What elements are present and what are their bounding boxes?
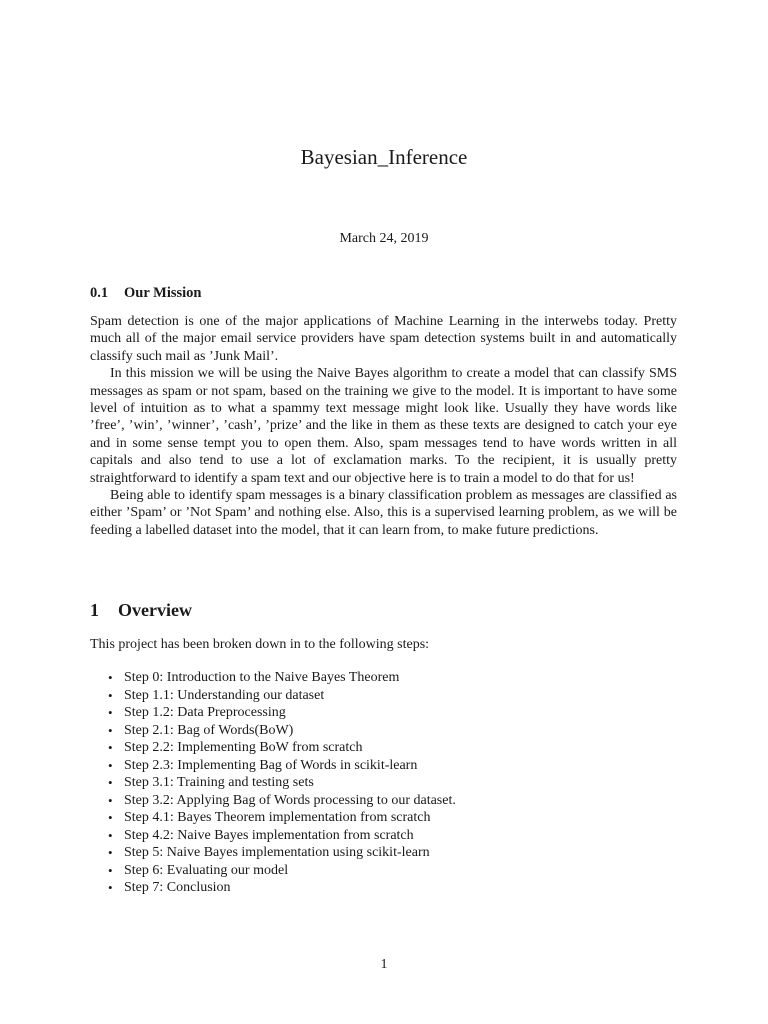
- mission-heading: [90, 283, 201, 303]
- list-item: [104, 862, 456, 880]
- list-item: [104, 739, 456, 757]
- step-text: Step 1.1: Understanding our dataset: [124, 687, 325, 703]
- document-title: Bayesian_Inference: [300, 145, 468, 169]
- step-text: Step 3.1: Training and testing sets: [124, 775, 314, 790]
- bullet-icon: •: [108, 810, 113, 825]
- bullet-icon: •: [108, 722, 113, 738]
- mission-heading-text: Our Mission: [124, 285, 202, 301]
- bullet-icon: •: [108, 880, 113, 895]
- bullet-icon: •: [108, 862, 113, 878]
- list-item: [104, 757, 456, 775]
- bullet-icon: •: [108, 670, 113, 685]
- mission-paragraph-3: Being able to identify spam messages is a binary classification problem as messages are classified as either ’Spam’ or ’Not Spam’ and nothing else. Also, this is a supervised learning problem, as we will be feeding a labelled dataset into the model, that it can learn from, to make future predictions.: [90, 488, 677, 538]
- list-item: [104, 774, 456, 792]
- step-text: Step 2.3: Implementing Bag of Words in scikit-learn: [124, 757, 418, 773]
- mission-paragraph-1: Spam detection is one of the major applications of Machine Learning in the interwebs today. Pretty much all of the major email service providers have spam detection systems built in and automatically classify such mail as ’Junk Mail’.: [90, 314, 677, 364]
- bullet-icon: •: [108, 792, 113, 808]
- list-item: [104, 827, 456, 845]
- step-text: Step 5: Naive Bayes implementation using scikit-learn: [124, 845, 430, 860]
- overview-heading-number: 1: [90, 600, 99, 620]
- list-item: [104, 687, 456, 705]
- step-text: Step 3.2: Applying Bag of Words processing to our dataset.: [124, 792, 456, 808]
- step-text: Step 6: Evaluating our model: [124, 862, 289, 878]
- list-item: [104, 879, 456, 897]
- step-text: Step 2.1: Bag of Words(BoW): [124, 722, 294, 738]
- bullet-icon: •: [108, 705, 113, 720]
- list-item: [104, 669, 456, 687]
- bullet-icon: •: [108, 775, 113, 790]
- list-item: [104, 844, 456, 862]
- step-text: Step 4.2: Naive Bayes implementation from scratch: [124, 827, 414, 843]
- list-item: [104, 792, 456, 810]
- bullet-icon: •: [108, 845, 113, 860]
- mission-body: [90, 313, 677, 539]
- step-text: Step 0: Introduction to the Naive Bayes Theorem: [124, 670, 400, 685]
- list-item: [104, 809, 456, 827]
- list-item: [104, 722, 456, 740]
- overview-heading: [90, 598, 192, 622]
- step-text: Step 2.2: Implementing BoW from scratch: [124, 740, 363, 755]
- document-date: March 24, 2019: [339, 231, 429, 246]
- step-text: Step 1.2: Data Preprocessing: [124, 705, 286, 720]
- page-number: 1: [380, 957, 388, 972]
- mission-heading-number: 0.1: [90, 285, 109, 301]
- overview-intro: This project has been broken down in to the following steps:: [90, 637, 430, 652]
- overview-heading-text: Overview: [118, 600, 192, 620]
- bullet-icon: •: [108, 687, 113, 703]
- bullet-icon: •: [108, 757, 113, 773]
- step-text: Step 7: Conclusion: [124, 880, 231, 895]
- step-text: Step 4.1: Bayes Theorem implementation from scratch: [124, 810, 431, 825]
- bullet-icon: •: [108, 740, 113, 755]
- mission-paragraph-2: In this mission we will be using the Naive Bayes algorithm to create a model that can classify SMS messages as spam or not spam, based on the training we give to the model. It is important to have some level of intuition as to what a spammy text message might look like. Usually they have words like ’free’, ’win’, ’winner’, ’cash’, ’prize’ and the like in them as these texts are designed to catch your eye and in some sense tempt you to open them. Also, spam messages tend to have words written in all capitals and also tend to use a lot of exclamation marks. To the recipient, it is usually pretty straightforward to identify a spam text and our objective here is to train a model to do that for us!: [90, 366, 677, 486]
- list-item: [104, 704, 456, 722]
- bullet-icon: •: [108, 827, 113, 843]
- steps-list: [104, 669, 456, 897]
